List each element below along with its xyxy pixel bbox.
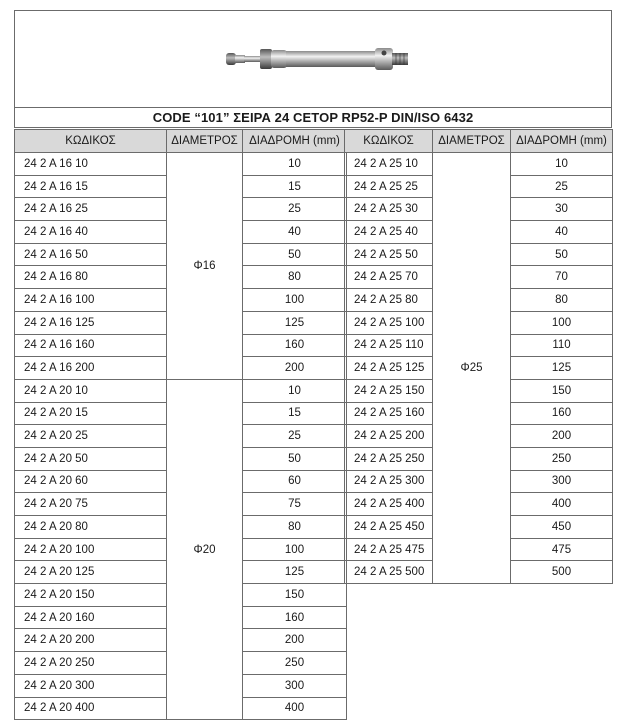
stroke-cell: 160	[243, 334, 347, 357]
code-cell: 24 2 A 25 80	[345, 289, 433, 312]
code-cell: 24 2 A 16 100	[15, 289, 167, 312]
stroke-cell: 80	[243, 266, 347, 289]
stroke-cell: 10	[243, 153, 347, 176]
code-cell: 24 2 A 16 200	[15, 357, 167, 380]
stroke-cell: 125	[511, 357, 613, 380]
code-cell: 24 2 A 25 150	[345, 379, 433, 402]
stroke-cell: 10	[511, 153, 613, 176]
code-cell: 24 2 A 16 80	[15, 266, 167, 289]
table-row	[15, 153, 347, 176]
code-cell: 24 2 A 20 125	[15, 561, 167, 584]
stroke-cell: 25	[243, 425, 347, 448]
stroke-cell: 100	[243, 538, 347, 561]
stroke-cell: 75	[243, 493, 347, 516]
stroke-cell: 500	[511, 561, 613, 584]
code-cell: 24 2 A 16 125	[15, 311, 167, 334]
pneumatic-cylinder-icon	[220, 33, 415, 83]
stroke-cell: 80	[511, 289, 613, 312]
diameter-cell: Φ16	[167, 153, 243, 380]
code-cell: 24 2 A 25 70	[345, 266, 433, 289]
stroke-cell: 200	[243, 357, 347, 380]
code-cell: 24 2 A 20 100	[15, 538, 167, 561]
code-cell: 24 2 A 20 10	[15, 379, 167, 402]
header-diameter: ΔΙΑΜΕΤΡΟΣ	[433, 130, 511, 153]
stroke-cell: 475	[511, 538, 613, 561]
table-row	[15, 379, 347, 402]
code-cell: 24 2 A 25 30	[345, 198, 433, 221]
code-cell: 24 2 A 25 250	[345, 447, 433, 470]
spec-table-left	[14, 129, 347, 720]
code-cell: 24 2 A 16 15	[15, 175, 167, 198]
stroke-cell: 50	[243, 243, 347, 266]
code-cell: 24 2 A 25 125	[345, 357, 433, 380]
stroke-cell: 100	[511, 311, 613, 334]
stroke-cell: 100	[243, 289, 347, 312]
stroke-cell: 25	[511, 175, 613, 198]
spec-table-right	[344, 129, 613, 584]
code-cell: 24 2 A 16 10	[15, 153, 167, 176]
header-stroke: ΔΙΑΔΡΟΜΗ (mm)	[243, 130, 347, 153]
stroke-cell: 300	[243, 674, 347, 697]
stroke-cell: 70	[511, 266, 613, 289]
stroke-cell: 50	[243, 447, 347, 470]
stroke-cell: 80	[243, 516, 347, 539]
stroke-cell: 160	[511, 402, 613, 425]
stroke-cell: 15	[243, 175, 347, 198]
code-cell: 24 2 A 16 40	[15, 221, 167, 244]
stroke-cell: 110	[511, 334, 613, 357]
code-cell: 24 2 A 20 60	[15, 470, 167, 493]
stroke-cell: 125	[243, 311, 347, 334]
stroke-cell: 30	[511, 198, 613, 221]
stroke-cell: 150	[511, 379, 613, 402]
stroke-cell: 25	[243, 198, 347, 221]
code-cell: 24 2 A 25 50	[345, 243, 433, 266]
stroke-cell: 250	[511, 447, 613, 470]
code-cell: 24 2 A 25 475	[345, 538, 433, 561]
stroke-cell: 250	[243, 652, 347, 675]
stroke-cell: 200	[511, 425, 613, 448]
diameter-cell: Φ25	[433, 153, 511, 584]
stroke-cell: 200	[243, 629, 347, 652]
code-cell: 24 2 A 25 160	[345, 402, 433, 425]
stroke-cell: 300	[511, 470, 613, 493]
code-cell: 24 2 A 16 160	[15, 334, 167, 357]
stroke-cell: 40	[243, 221, 347, 244]
header-diameter: ΔΙΑΜΕΤΡΟΣ	[167, 130, 243, 153]
code-cell: 24 2 A 20 150	[15, 584, 167, 607]
stroke-cell: 400	[243, 697, 347, 720]
stroke-cell: 15	[243, 402, 347, 425]
code-cell: 24 2 A 16 25	[15, 198, 167, 221]
code-cell: 24 2 A 20 50	[15, 447, 167, 470]
code-cell: 24 2 A 25 100	[345, 311, 433, 334]
table-row	[345, 153, 613, 176]
header-row	[345, 130, 613, 153]
header-stroke: ΔΙΑΔΡΟΜΗ (mm)	[511, 130, 613, 153]
code-cell: 24 2 A 20 80	[15, 516, 167, 539]
header-code: ΚΩΔΙΚΟΣ	[345, 130, 433, 153]
code-cell: 24 2 A 20 200	[15, 629, 167, 652]
stroke-cell: 40	[511, 221, 613, 244]
stroke-cell: 10	[243, 379, 347, 402]
stroke-cell: 125	[243, 561, 347, 584]
code-cell: 24 2 A 25 10	[345, 153, 433, 176]
code-cell: 24 2 A 25 400	[345, 493, 433, 516]
code-cell: 24 2 A 20 400	[15, 697, 167, 720]
stroke-cell: 50	[511, 243, 613, 266]
header-code: ΚΩΔΙΚΟΣ	[15, 130, 167, 153]
stroke-cell: 150	[243, 584, 347, 607]
code-cell: 24 2 A 25 450	[345, 516, 433, 539]
code-cell: 24 2 A 20 300	[15, 674, 167, 697]
code-cell: 24 2 A 20 15	[15, 402, 167, 425]
stroke-cell: 450	[511, 516, 613, 539]
code-cell: 24 2 A 20 160	[15, 606, 167, 629]
product-image-frame	[14, 10, 612, 110]
code-cell: 24 2 A 20 250	[15, 652, 167, 675]
code-cell: 24 2 A 25 40	[345, 221, 433, 244]
header-row	[15, 130, 347, 153]
code-cell: 24 2 A 20 25	[15, 425, 167, 448]
stroke-cell: 160	[243, 606, 347, 629]
code-cell: 24 2 A 25 110	[345, 334, 433, 357]
code-cell: 24 2 A 25 500	[345, 561, 433, 584]
diameter-cell: Φ20	[167, 379, 243, 719]
stroke-cell: 60	[243, 470, 347, 493]
code-cell: 24 2 A 25 25	[345, 175, 433, 198]
code-cell: 24 2 A 16 50	[15, 243, 167, 266]
table-title: CODE “101” ΣΕΙΡΑ 24 CETOP RP52-P DIN/ISO 6432	[14, 107, 612, 128]
code-cell: 24 2 A 25 300	[345, 470, 433, 493]
stroke-cell: 400	[511, 493, 613, 516]
code-cell: 24 2 A 25 200	[345, 425, 433, 448]
code-cell: 24 2 A 20 75	[15, 493, 167, 516]
